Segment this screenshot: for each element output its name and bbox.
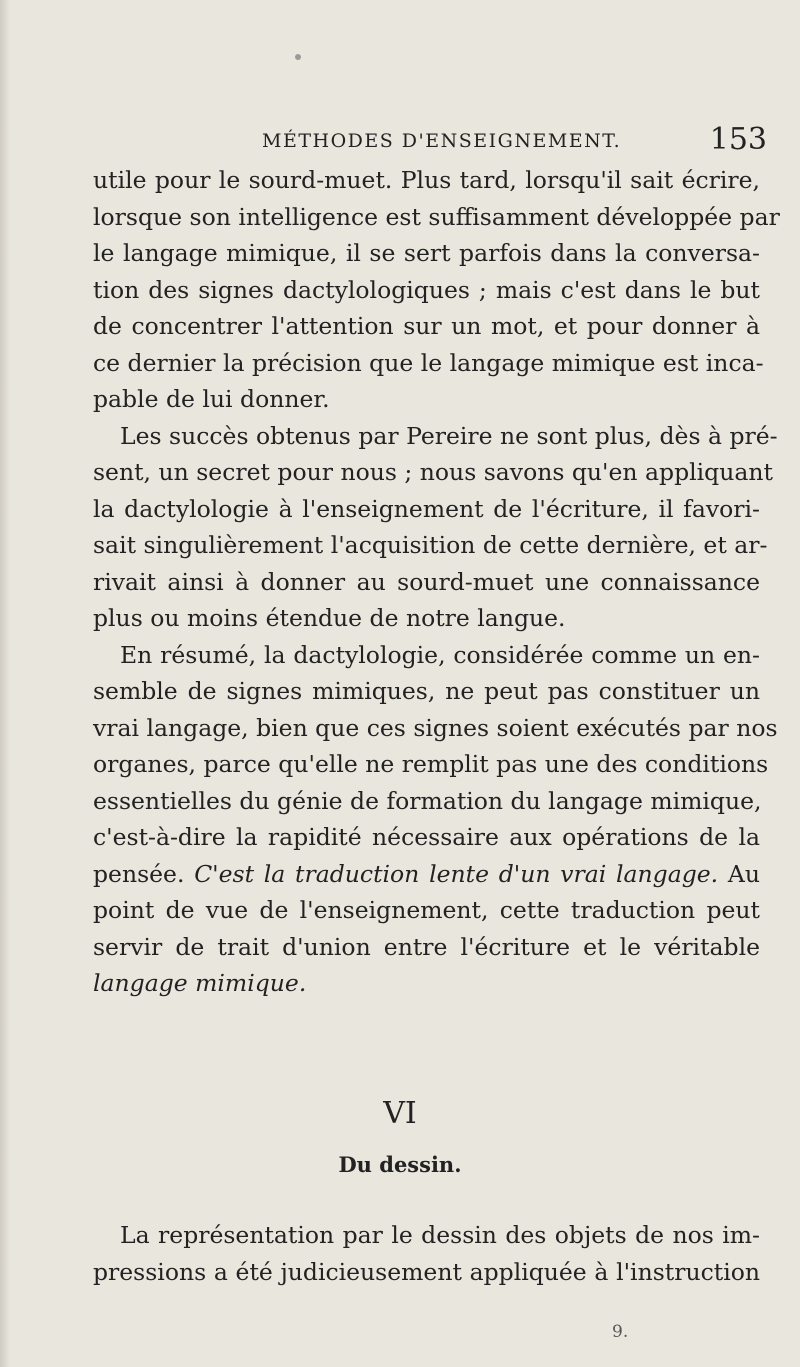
section-number: VI (383, 1096, 417, 1131)
text-line: de concentrer l'attention sur un mot, et pour donner à (93, 312, 760, 340)
text-line: lorsque son intelligence est suffisamment développée par (93, 202, 780, 231)
text-line: Les succès obtenus par Pereire ne sont plus, dès à pré- (120, 421, 778, 450)
text-line: rivait ainsi à donner au sourd-muet une connaissance (93, 567, 760, 596)
text-line (93, 965, 760, 1002)
text-line: essentielles du génie de formation du langage mimique, (93, 786, 762, 815)
text-line: vrai langage, bien que ces signes soient exécutés par nos (93, 713, 778, 742)
text-run: pensée. (93, 859, 195, 888)
text-line: plus ou moins étendue de notre langue. (93, 604, 566, 632)
page-number: 153 (709, 122, 767, 157)
text-line: c'est-à-dire la rapidité nécessaire aux opérations de la (93, 823, 760, 851)
ink-speck (295, 54, 301, 60)
text-line: En résumé, la dactylologie, considérée comme un en- (120, 640, 760, 669)
signature-mark: 9. (612, 1322, 629, 1342)
text-line: semble de signes mimiques, ne peut pas constituer un (93, 677, 760, 705)
body-text-section (93, 1217, 760, 1290)
running-head: MÉTHODES D'ENSEIGNEMENT. (262, 130, 622, 152)
text-line: point de vue de l'enseignement, cette traduction peut (93, 896, 760, 924)
text-line: tion des signes dactylologiques ; mais c'est dans le but (93, 275, 760, 304)
text-line: la dactylologie à l'enseignement de l'écriture, il favori- (93, 494, 760, 523)
text-line: utile pour le sourd-muet. Plus tard, lorsqu'il sait écrire, (93, 166, 760, 194)
text-run: Au (718, 859, 761, 888)
text-line: La représentation par le dessin des objets de nos im- (120, 1221, 760, 1249)
text-line: ce dernier la précision que le langage mimique est inca- (93, 348, 764, 377)
text-line: sent, un secret pour nous ; nous savons qu'en appliquant (93, 458, 773, 486)
italic-quote: C'est la traduction lente d'un vrai langage. (194, 859, 719, 888)
text-line: pable de lui donner. (93, 385, 330, 413)
italic-term: langage mimique. (93, 969, 307, 997)
text-line: le langage mimique, il se sert parfois dans la conversa- (93, 239, 760, 267)
body-text (93, 162, 780, 1002)
page-header (262, 122, 767, 157)
text-line: sait singulièrement l'acquisition de cette dernière, et ar- (93, 531, 768, 559)
text-line: pressions a été judicieusement appliquée à l'instruction (93, 1257, 760, 1286)
text-line: organes, parce qu'elle ne remplit pas une des conditions (93, 750, 769, 778)
text-line (93, 856, 760, 893)
text-line: servir de trait d'union entre l'écriture et le véritable (93, 932, 760, 961)
section-title: Du dessin. (338, 1152, 462, 1177)
